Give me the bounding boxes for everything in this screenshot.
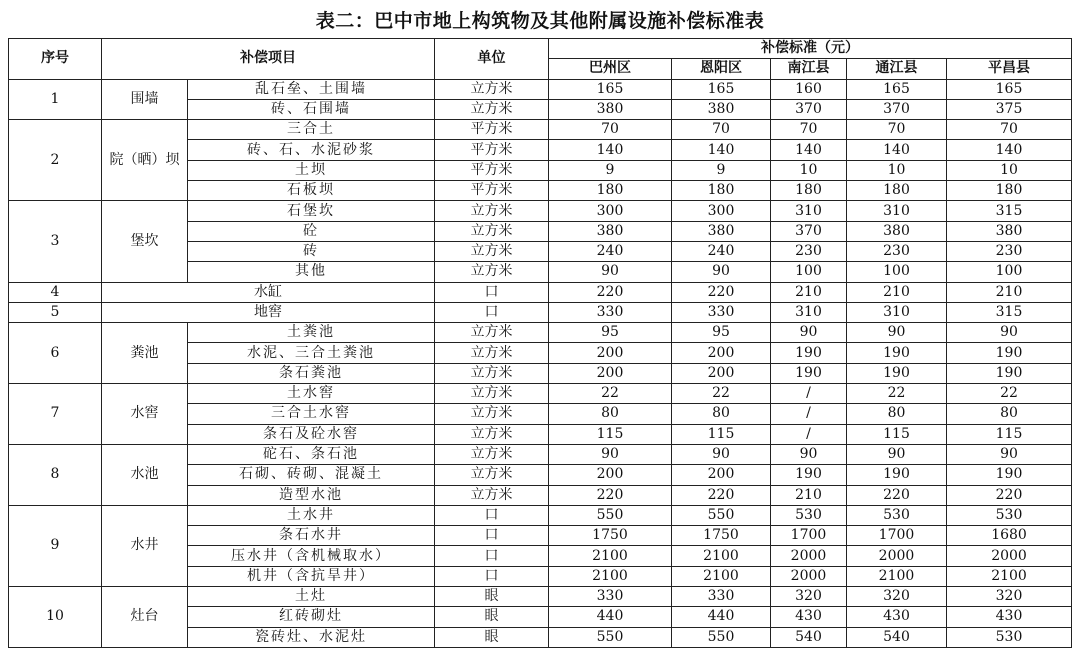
unit-cell: 立方米 bbox=[435, 444, 549, 464]
value-cell: 530 bbox=[947, 505, 1072, 525]
unit-cell: 平方米 bbox=[435, 181, 549, 201]
unit-cell: 立方米 bbox=[435, 262, 549, 282]
value-cell: 530 bbox=[847, 505, 947, 525]
value-cell: 310 bbox=[847, 201, 947, 221]
value-cell: 240 bbox=[549, 241, 672, 261]
value-cell: 165 bbox=[847, 79, 947, 99]
value-cell: 22 bbox=[549, 384, 672, 404]
value-cell: 9 bbox=[549, 160, 672, 180]
value-cell: 370 bbox=[771, 221, 847, 241]
value-cell: 2100 bbox=[847, 566, 947, 586]
value-cell: 2000 bbox=[947, 546, 1072, 566]
unit-cell: 立方米 bbox=[435, 384, 549, 404]
value-cell: 2100 bbox=[549, 566, 672, 586]
value-cell: 115 bbox=[847, 424, 947, 444]
value-cell: 180 bbox=[771, 181, 847, 201]
value-cell: 530 bbox=[771, 505, 847, 525]
seq-cell: 2 bbox=[9, 120, 102, 201]
value-cell: 190 bbox=[771, 363, 847, 383]
header-district: 巴州区 bbox=[549, 59, 672, 79]
value-cell: 210 bbox=[771, 282, 847, 302]
seq-cell: 3 bbox=[9, 201, 102, 282]
value-cell: 90 bbox=[771, 444, 847, 464]
value-cell: 80 bbox=[947, 404, 1072, 424]
value-cell: 430 bbox=[847, 607, 947, 627]
value-cell: 230 bbox=[947, 241, 1072, 261]
header-district: 恩阳区 bbox=[672, 59, 771, 79]
seq-cell: 10 bbox=[9, 587, 102, 648]
sub-item-cell: 石砌、砖砌、混凝土 bbox=[188, 465, 435, 485]
sub-item-cell: 砖、石、水泥砂浆 bbox=[188, 140, 435, 160]
value-cell: 2100 bbox=[672, 566, 771, 586]
table-row bbox=[9, 201, 1072, 221]
item-name-cell: 灶台 bbox=[102, 587, 188, 648]
sub-item-cell: 土粪池 bbox=[188, 323, 435, 343]
value-cell: / bbox=[771, 384, 847, 404]
unit-cell: 立方米 bbox=[435, 424, 549, 444]
value-cell: 330 bbox=[672, 302, 771, 322]
value-cell: 550 bbox=[672, 505, 771, 525]
value-cell: 200 bbox=[549, 363, 672, 383]
value-cell: 160 bbox=[771, 79, 847, 99]
table-row bbox=[9, 282, 1072, 302]
seq-cell: 5 bbox=[9, 302, 102, 322]
value-cell: 200 bbox=[672, 465, 771, 485]
value-cell: 2100 bbox=[947, 566, 1072, 586]
value-cell: 200 bbox=[549, 465, 672, 485]
unit-cell: 眼 bbox=[435, 607, 549, 627]
header-unit: 单位 bbox=[435, 39, 549, 80]
value-cell: 100 bbox=[847, 262, 947, 282]
value-cell: 140 bbox=[771, 140, 847, 160]
value-cell: 320 bbox=[771, 587, 847, 607]
compensation-table bbox=[8, 38, 1072, 648]
value-cell: 315 bbox=[947, 201, 1072, 221]
value-cell: 190 bbox=[947, 465, 1072, 485]
value-cell: / bbox=[771, 424, 847, 444]
value-cell: 80 bbox=[672, 404, 771, 424]
value-cell: 180 bbox=[947, 181, 1072, 201]
value-cell: 1750 bbox=[672, 526, 771, 546]
table-row bbox=[9, 323, 1072, 343]
value-cell: 90 bbox=[672, 444, 771, 464]
value-cell: 230 bbox=[847, 241, 947, 261]
value-cell: 140 bbox=[847, 140, 947, 160]
value-cell: 2000 bbox=[847, 546, 947, 566]
seq-cell: 9 bbox=[9, 505, 102, 586]
value-cell: 375 bbox=[947, 99, 1072, 119]
value-cell: 320 bbox=[847, 587, 947, 607]
sub-item-cell: 三合土水窖 bbox=[188, 404, 435, 424]
sub-item-cell: 砖 bbox=[188, 241, 435, 261]
value-cell: 90 bbox=[771, 323, 847, 343]
value-cell: 370 bbox=[847, 99, 947, 119]
value-cell: 90 bbox=[549, 262, 672, 282]
value-cell: / bbox=[771, 404, 847, 424]
unit-cell: 口 bbox=[435, 526, 549, 546]
value-cell: 190 bbox=[847, 343, 947, 363]
value-cell: 310 bbox=[771, 201, 847, 221]
value-cell: 10 bbox=[847, 160, 947, 180]
sub-item-cell: 土水窖 bbox=[188, 384, 435, 404]
unit-cell: 立方米 bbox=[435, 465, 549, 485]
value-cell: 95 bbox=[549, 323, 672, 343]
value-cell: 90 bbox=[549, 444, 672, 464]
unit-cell: 立方米 bbox=[435, 241, 549, 261]
value-cell: 80 bbox=[549, 404, 672, 424]
value-cell: 140 bbox=[947, 140, 1072, 160]
value-cell: 70 bbox=[549, 120, 672, 140]
value-cell: 70 bbox=[771, 120, 847, 140]
item-name-cell: 水池 bbox=[102, 444, 188, 505]
unit-cell: 立方米 bbox=[435, 323, 549, 343]
value-cell: 90 bbox=[947, 323, 1072, 343]
item-name-cell: 院（晒）坝 bbox=[102, 120, 188, 201]
sub-item-cell: 乱石垒、土围墙 bbox=[188, 79, 435, 99]
unit-cell: 平方米 bbox=[435, 160, 549, 180]
value-cell: 230 bbox=[771, 241, 847, 261]
value-cell: 210 bbox=[947, 282, 1072, 302]
sub-item-cell: 石板坝 bbox=[188, 181, 435, 201]
value-cell: 165 bbox=[947, 79, 1072, 99]
item-name-cell: 围墙 bbox=[102, 79, 188, 120]
value-cell: 2000 bbox=[771, 546, 847, 566]
seq-cell: 7 bbox=[9, 384, 102, 445]
value-cell: 330 bbox=[672, 587, 771, 607]
value-cell: 440 bbox=[549, 607, 672, 627]
item-name-cell: 堡坎 bbox=[102, 201, 188, 282]
value-cell: 180 bbox=[549, 181, 672, 201]
value-cell: 1700 bbox=[771, 526, 847, 546]
unit-cell: 平方米 bbox=[435, 120, 549, 140]
value-cell: 220 bbox=[672, 485, 771, 505]
value-cell: 95 bbox=[672, 323, 771, 343]
value-cell: 550 bbox=[672, 627, 771, 647]
unit-cell: 立方米 bbox=[435, 221, 549, 241]
value-cell: 22 bbox=[672, 384, 771, 404]
value-cell: 100 bbox=[771, 262, 847, 282]
item-name-cell: 水井 bbox=[102, 505, 188, 586]
value-cell: 220 bbox=[947, 485, 1072, 505]
header-district: 通江县 bbox=[847, 59, 947, 79]
value-cell: 22 bbox=[847, 384, 947, 404]
unit-cell: 立方米 bbox=[435, 99, 549, 119]
unit-cell: 立方米 bbox=[435, 404, 549, 424]
value-cell: 1680 bbox=[947, 526, 1072, 546]
value-cell: 240 bbox=[672, 241, 771, 261]
unit-cell: 立方米 bbox=[435, 343, 549, 363]
item-name-cell: 地窖 bbox=[102, 302, 435, 322]
value-cell: 540 bbox=[771, 627, 847, 647]
table-row bbox=[9, 384, 1072, 404]
unit-cell: 口 bbox=[435, 505, 549, 525]
unit-cell: 口 bbox=[435, 302, 549, 322]
sub-item-cell: 水泥、三合土粪池 bbox=[188, 343, 435, 363]
value-cell: 330 bbox=[549, 587, 672, 607]
value-cell: 540 bbox=[847, 627, 947, 647]
sub-item-cell: 三合土 bbox=[188, 120, 435, 140]
value-cell: 90 bbox=[672, 262, 771, 282]
value-cell: 370 bbox=[771, 99, 847, 119]
sub-item-cell: 砼 bbox=[188, 221, 435, 241]
seq-cell: 8 bbox=[9, 444, 102, 505]
seq-cell: 1 bbox=[9, 79, 102, 120]
value-cell: 380 bbox=[672, 221, 771, 241]
value-cell: 2000 bbox=[771, 566, 847, 586]
unit-cell: 立方米 bbox=[435, 201, 549, 221]
value-cell: 380 bbox=[947, 221, 1072, 241]
unit-cell: 立方米 bbox=[435, 79, 549, 99]
value-cell: 330 bbox=[549, 302, 672, 322]
item-name-cell: 水缸 bbox=[102, 282, 435, 302]
header-district: 南江县 bbox=[771, 59, 847, 79]
value-cell: 380 bbox=[672, 99, 771, 119]
unit-cell: 立方米 bbox=[435, 363, 549, 383]
sub-item-cell: 红砖砌灶 bbox=[188, 607, 435, 627]
sub-item-cell: 条石水井 bbox=[188, 526, 435, 546]
sub-item-cell: 石堡坎 bbox=[188, 201, 435, 221]
value-cell: 190 bbox=[847, 363, 947, 383]
sub-item-cell: 压水井（含机械取水） bbox=[188, 546, 435, 566]
value-cell: 210 bbox=[771, 485, 847, 505]
sub-item-cell: 其他 bbox=[188, 262, 435, 282]
sub-item-cell: 瓷砖灶、水泥灶 bbox=[188, 627, 435, 647]
table-row bbox=[9, 79, 1072, 99]
value-cell: 430 bbox=[771, 607, 847, 627]
value-cell: 180 bbox=[847, 181, 947, 201]
value-cell: 90 bbox=[847, 323, 947, 343]
value-cell: 9 bbox=[672, 160, 771, 180]
value-cell: 380 bbox=[549, 99, 672, 119]
value-cell: 10 bbox=[771, 160, 847, 180]
value-cell: 210 bbox=[847, 282, 947, 302]
unit-cell: 口 bbox=[435, 566, 549, 586]
value-cell: 180 bbox=[672, 181, 771, 201]
value-cell: 440 bbox=[672, 607, 771, 627]
value-cell: 2100 bbox=[672, 546, 771, 566]
sub-item-cell: 土灶 bbox=[188, 587, 435, 607]
unit-cell: 眼 bbox=[435, 587, 549, 607]
value-cell: 90 bbox=[847, 444, 947, 464]
value-cell: 115 bbox=[549, 424, 672, 444]
seq-cell: 6 bbox=[9, 323, 102, 384]
value-cell: 1750 bbox=[549, 526, 672, 546]
value-cell: 140 bbox=[549, 140, 672, 160]
sub-item-cell: 砣石、条石池 bbox=[188, 444, 435, 464]
value-cell: 300 bbox=[672, 201, 771, 221]
value-cell: 115 bbox=[672, 424, 771, 444]
value-cell: 80 bbox=[847, 404, 947, 424]
unit-cell: 平方米 bbox=[435, 140, 549, 160]
sub-item-cell: 机井（含抗旱井） bbox=[188, 566, 435, 586]
table-row bbox=[9, 587, 1072, 607]
table-row bbox=[9, 444, 1072, 464]
value-cell: 200 bbox=[672, 343, 771, 363]
value-cell: 190 bbox=[847, 465, 947, 485]
value-cell: 200 bbox=[672, 363, 771, 383]
table-row bbox=[9, 302, 1072, 322]
unit-cell: 立方米 bbox=[435, 485, 549, 505]
table-title: 表二：巴中市地上构筑物及其他附属设施补偿标准表 bbox=[315, 10, 765, 32]
sub-item-cell: 条石及砼水窖 bbox=[188, 424, 435, 444]
header-standard: 补偿标准（元） bbox=[549, 39, 1072, 59]
value-cell: 190 bbox=[947, 363, 1072, 383]
table-row bbox=[9, 120, 1072, 140]
value-cell: 320 bbox=[947, 587, 1072, 607]
value-cell: 530 bbox=[947, 627, 1072, 647]
value-cell: 550 bbox=[549, 505, 672, 525]
value-cell: 200 bbox=[549, 343, 672, 363]
value-cell: 115 bbox=[947, 424, 1072, 444]
value-cell: 2100 bbox=[549, 546, 672, 566]
value-cell: 22 bbox=[947, 384, 1072, 404]
unit-cell: 眼 bbox=[435, 627, 549, 647]
value-cell: 165 bbox=[672, 79, 771, 99]
value-cell: 310 bbox=[771, 302, 847, 322]
table-row bbox=[9, 505, 1072, 525]
header-row bbox=[9, 39, 1072, 59]
value-cell: 220 bbox=[549, 485, 672, 505]
header-item: 补偿项目 bbox=[102, 39, 435, 80]
header-seq: 序号 bbox=[9, 39, 102, 80]
value-cell: 300 bbox=[549, 201, 672, 221]
item-name-cell: 水窖 bbox=[102, 384, 188, 445]
seq-cell: 4 bbox=[9, 282, 102, 302]
value-cell: 100 bbox=[947, 262, 1072, 282]
value-cell: 1700 bbox=[847, 526, 947, 546]
sub-item-cell: 条石粪池 bbox=[188, 363, 435, 383]
value-cell: 70 bbox=[847, 120, 947, 140]
value-cell: 190 bbox=[771, 465, 847, 485]
header-district: 平昌县 bbox=[947, 59, 1072, 79]
value-cell: 140 bbox=[672, 140, 771, 160]
value-cell: 380 bbox=[847, 221, 947, 241]
value-cell: 10 bbox=[947, 160, 1072, 180]
value-cell: 220 bbox=[549, 282, 672, 302]
value-cell: 380 bbox=[549, 221, 672, 241]
sub-item-cell: 土水井 bbox=[188, 505, 435, 525]
value-cell: 550 bbox=[549, 627, 672, 647]
unit-cell: 口 bbox=[435, 546, 549, 566]
sub-item-cell: 土坝 bbox=[188, 160, 435, 180]
value-cell: 220 bbox=[847, 485, 947, 505]
value-cell: 310 bbox=[847, 302, 947, 322]
value-cell: 220 bbox=[672, 282, 771, 302]
sub-item-cell: 砖、石围墙 bbox=[188, 99, 435, 119]
value-cell: 190 bbox=[947, 343, 1072, 363]
unit-cell: 口 bbox=[435, 282, 549, 302]
sub-item-cell: 造型水池 bbox=[188, 485, 435, 505]
table-body bbox=[9, 39, 1072, 648]
value-cell: 165 bbox=[549, 79, 672, 99]
value-cell: 70 bbox=[672, 120, 771, 140]
value-cell: 430 bbox=[947, 607, 1072, 627]
value-cell: 70 bbox=[947, 120, 1072, 140]
value-cell: 190 bbox=[771, 343, 847, 363]
value-cell: 90 bbox=[947, 444, 1072, 464]
value-cell: 315 bbox=[947, 302, 1072, 322]
item-name-cell: 粪池 bbox=[102, 323, 188, 384]
